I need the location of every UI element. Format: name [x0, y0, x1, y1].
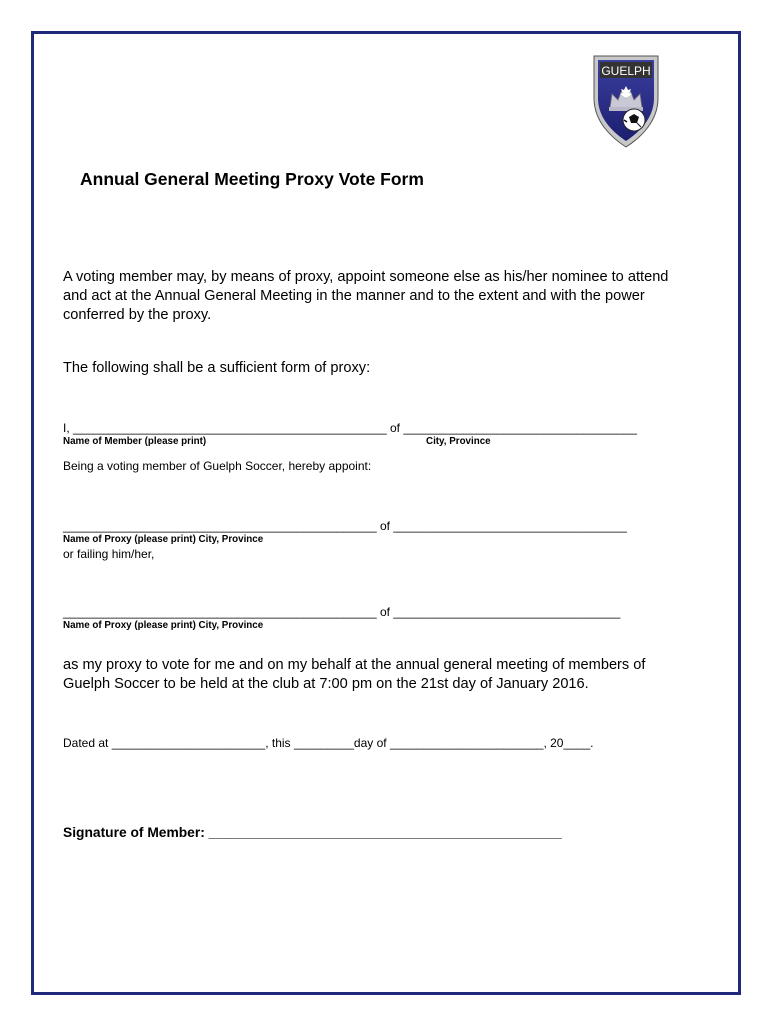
proxy-vote-line-1: as my proxy to vote for me and on my behalf at the annual general meeting of members of — [63, 657, 646, 673]
intro-line-2: and act at the Annual General Meeting in the manner and to the extent and with the power — [63, 288, 645, 304]
page-title: Annual General Meeting Proxy Vote Form — [80, 169, 424, 189]
being-text: Being a voting member of Guelph Soccer, hereby appoint: — [63, 459, 372, 473]
member-name-label: Name of Member (please print) — [63, 436, 207, 447]
proxy2-line[interactable]: _______________________________________________ of __________________________________ — [63, 605, 621, 619]
member-city-label: City, Province — [426, 436, 491, 447]
proxy2-label: Name of Proxy (please print) City, Province — [63, 620, 264, 631]
intro-line-1: A voting member may, by means of proxy, appoint someone else as his/her nominee to attend — [63, 269, 669, 285]
guelph-soccer-crest-icon — [590, 50, 662, 150]
signature-line[interactable]: Signature of Member: ______________________________________________ — [63, 825, 562, 840]
member-line[interactable]: I, _______________________________________________ of ___________________________________ — [63, 421, 637, 435]
crest-text: GUELPH — [601, 64, 651, 78]
dated-line[interactable]: Dated at _______________________, this _________day of _______________________, 20____. — [63, 736, 594, 750]
proxy-vote-line-2: Guelph Soccer to be held at the club at 7:00 pm on the 21st day of January 2016. — [63, 676, 589, 692]
failing-text: or failing him/her, — [63, 547, 155, 561]
following-text: The following shall be a sufficient form of proxy: — [63, 360, 371, 376]
intro-line-3: conferred by the proxy. — [63, 307, 212, 323]
proxy1-label: Name of Proxy (please print) City, Province — [63, 534, 264, 545]
proxy1-line[interactable]: _______________________________________________ of ___________________________________ — [63, 519, 627, 533]
